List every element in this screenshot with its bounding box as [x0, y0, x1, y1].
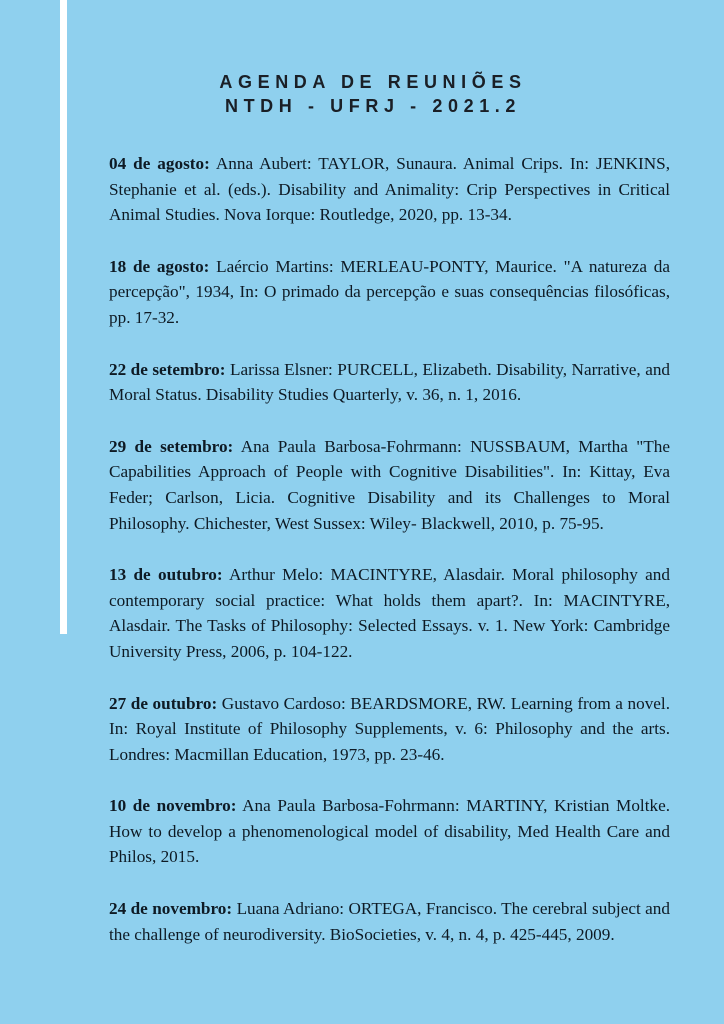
- agenda-entry: [109, 793, 670, 870]
- agenda-entry: [109, 254, 670, 331]
- entry-date: 13 de outubro:: [109, 565, 223, 585]
- agenda-entry: [109, 151, 670, 228]
- entry-date: 29 de setembro:: [109, 436, 234, 456]
- entry-text: Luana Adriano: ORTEGA, Francisco. The cerebral subject and the challenge of neurodiversity. BioSocieties, v. 4, n. 4, p. 425-445, 2009.: [109, 899, 670, 944]
- agenda-entry: [109, 434, 670, 536]
- entry-text: Arthur Melo: MACINTYRE, Alasdair. Moral philosophy and contemporary social practice: What holds them apart?. In: MACINTYRE, Alasdair. The Tasks of Philosophy: Selected Essays. v. 1. New York: Cambridge University Press, 2006, p. 104-122.: [109, 565, 670, 661]
- entry-date: 27 de outubro:: [109, 693, 218, 713]
- entry-date: 04 de agosto:: [109, 154, 210, 173]
- entry-text: Ana Paula Barbosa-Fohrmann: MARTINY, Kristian Moltke. How to develop a phenomenological model of disability, Med Health Care and Philos, 2015.: [109, 796, 670, 867]
- entry-text: Anna Aubert: TAYLOR, Sunaura. Animal Crips. In: JENKINS, Stephanie et al. (eds.). Disability and Animality: Crip Perspectives in Critical Animal Studies. Nova Iorque: Routledge, 2020, pp. 13-34.: [109, 154, 671, 225]
- agenda-entry: [109, 691, 670, 768]
- entry-date: 10 de novembro:: [109, 796, 237, 816]
- agenda-entry: [109, 562, 670, 664]
- header-subtitle: NTDH - UFRJ - 2021.2: [224, 96, 522, 116]
- entry-text: Laércio Martins: MERLEAU-PONTY, Maurice. "A natureza da percepção", 1934, In: O primado da percepção e suas consequências filosóficas, pp. 17-32.: [109, 256, 670, 327]
- entry-text: Gustavo Cardoso: BEARDSMORE, RW. Learning from a novel. In: Royal Institute of Philosophy Supplements, v. 6: Philosophy and the arts. Londres: Macmillan Education, 1973, pp. 23-46.: [109, 693, 671, 764]
- meeting-agenda-list: [109, 151, 670, 947]
- entry-date: 22 de setembro:: [109, 359, 226, 379]
- agenda-entry: [109, 896, 670, 947]
- entry-text: Larissa Elsner: PURCELL, Elizabeth. Disability, Narrative, and Moral Status. Disability Studies Quarterly, v. 36, n. 1, 2016.: [109, 359, 671, 405]
- agenda-entry: [109, 357, 670, 408]
- entry-date: 24 de novembro:: [109, 899, 233, 919]
- header-title: AGENDA DE REUNIÕES: [219, 72, 527, 92]
- entry-text: Ana Paula Barbosa-Fohrmann: NUSSBAUM, Martha "The Capabilities Approach of People with Cognitive Disabilities". In: Kittay, Eva Feder; Carlson, Licia. Cognitive Disability and its Challenges to Moral Philosophy. Chichester, West Sussex: Wiley- Blackwell, 2010, p. 75-95.: [109, 436, 670, 533]
- page-header: [0, 70, 724, 118]
- entry-date: 18 de agosto:: [109, 256, 210, 276]
